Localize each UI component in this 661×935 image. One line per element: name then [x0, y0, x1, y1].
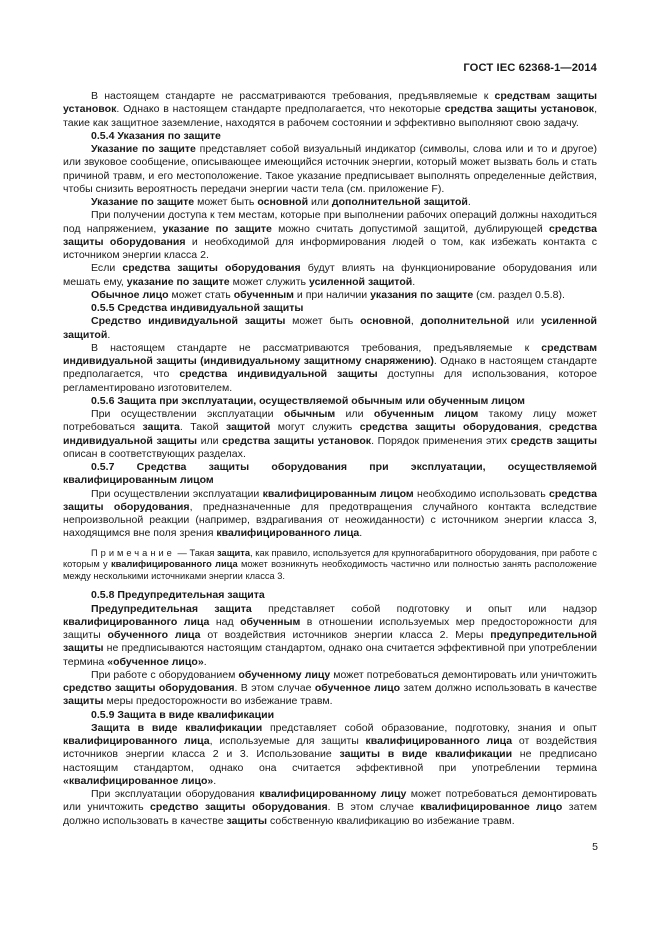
text-run: .: [213, 774, 217, 787]
text-run: от воздействия источников энергии класса 2 и 3. Использование: [63, 735, 598, 761]
text-run: может потребоваться демонтировать или уничтожить: [63, 788, 598, 814]
text-run: В настоящем стандарте не рассматриваются требования, предъявляемые к: [91, 90, 495, 102]
standard-header: ГОСТ IEC 62368-1—2014: [463, 62, 597, 74]
text-run: — Такая: [174, 547, 218, 558]
text-run: , такие как защитное заземление, находятся в рабочем состоянии и эффективно выполняют свою задачу.: [63, 103, 597, 129]
bold-term: средства защиты оборудования: [63, 222, 597, 248]
bold-term: квалифицированному лицу: [259, 788, 407, 801]
section-heading-0-5-9: [63, 709, 597, 722]
text-run: затем должно использовать в качестве: [400, 682, 598, 695]
text-run: описан в соответствующих разделах.: [63, 447, 246, 460]
bold-term: квалифицированного лица: [365, 735, 513, 748]
text-run: При осуществлении эксплуатации: [91, 408, 284, 420]
bold-term: дополнительной: [420, 315, 510, 328]
text-run: может быть: [194, 196, 258, 208]
bold-term: средства защиты установок: [222, 434, 372, 447]
text-run: . В этом случае: [327, 801, 421, 814]
text-run: над: [209, 615, 241, 628]
text-run: При осуществлении эксплуатации: [91, 487, 263, 500]
text-run: При эксплуатации оборудования: [91, 788, 260, 801]
text-run: или: [335, 408, 374, 420]
text-run: или: [197, 434, 223, 447]
bold-term: средствам индивидуальной защиты (индивидуальному защитному снаряжению): [63, 341, 597, 367]
text-run: может служить: [229, 275, 309, 288]
text-run: . В этом случае: [234, 682, 315, 695]
bold-term: защита: [142, 421, 180, 434]
paragraph-0-5-4-c: [63, 209, 597, 262]
text-run: ,: [410, 315, 421, 328]
bold-term: защита: [217, 547, 250, 558]
bold-term: Указание по защите: [91, 196, 195, 208]
bold-term: «обученное лицо»: [107, 655, 204, 668]
bold-term: средствам защиты установок: [63, 90, 597, 116]
bold-term: усиленной защитой: [63, 315, 597, 341]
bold-term: защиты: [226, 814, 268, 827]
text-run: может быть: [285, 315, 361, 328]
paragraph-0-5-4-e: [63, 289, 597, 302]
paragraph-0-5-4-d: [63, 262, 597, 289]
text-run: . Однако в настоящем стандарте предполагается, что: [63, 355, 597, 381]
bold-term: указания по защите: [370, 288, 474, 301]
paragraph-0-5-9-a: [63, 722, 597, 788]
bold-term: «квалифицированное лицо»: [63, 774, 214, 787]
bold-term: обученному лицу: [238, 668, 331, 681]
text-run: Если: [91, 262, 123, 275]
text-run: собственную квалификацию во избежание травм.: [267, 814, 515, 827]
text-run: представляет собой образование, подготовку, знания и опыт: [262, 721, 598, 734]
bold-term: усиленной защитой: [308, 275, 413, 288]
bold-term: основной: [360, 315, 411, 328]
section-heading-0-5-5: [63, 302, 597, 315]
text-run: . Порядок применения этих: [371, 434, 511, 447]
text-run: , используемые для защиты: [209, 735, 366, 748]
bold-term: квалифицированного лица: [63, 615, 210, 628]
text-run: необходимо использовать: [413, 487, 549, 500]
bold-term: средства индивидуальной защиты: [63, 421, 597, 447]
text-run: не предписываются настоящим стандартом, однако она считается эффективной при употреблении термина: [63, 642, 597, 668]
text-run: доступны для использования, которое регламентировано изготовителем.: [63, 368, 597, 394]
paragraph-0-5-5-b: [63, 342, 597, 395]
bold-term: квалифицированного лица: [216, 527, 360, 540]
document-body: [63, 90, 597, 828]
paragraph-0-5-8-b: [63, 669, 597, 709]
bold-term: средство защиты оборудования: [150, 801, 328, 814]
text-run: может возникнуть необходимость частично или полностью занять расположение между несколькими источниками энергии класса 3.: [63, 559, 597, 581]
text-run: . Такой: [179, 421, 226, 434]
section-heading-0-5-8: [63, 589, 597, 602]
bold-term: предупредительной защиты: [63, 629, 597, 655]
text-run: не предписано настоящим стандартом, однако она считается эффективной при употреблении термина: [63, 748, 597, 774]
bold-term: Указание по защите: [91, 143, 196, 155]
bold-term: обученным: [233, 288, 294, 301]
text-run: , предназначенные для предотвращения случайного контакта вследствие непроизвольной реакции (например, вздрагивания от неожиданности) с источником энергии класса 3, находящимся вне поля зрения: [63, 500, 597, 540]
note-label: Примечание: [91, 547, 175, 558]
bold-term: Обычное лицо: [91, 288, 169, 301]
text-run: затем должно использовать в качестве: [63, 801, 598, 827]
bold-term: указание по защите: [126, 275, 230, 288]
text-run: меры предосторожности во избежание травм.: [103, 695, 333, 708]
text-run: 0.5.5 Средства индивидуальной защиты: [91, 302, 304, 314]
bold-term: защитой: [226, 421, 271, 434]
text-run: .: [203, 655, 207, 668]
text-run: . Однако в настоящем стандарте предполагается, что некоторые: [116, 103, 445, 116]
paragraph-0-5-4-a: [63, 143, 597, 196]
text-run: ,: [538, 421, 549, 434]
bold-term: защиты в виде квалификации: [339, 748, 513, 761]
bold-term: обычным: [283, 408, 336, 420]
text-run: или: [509, 315, 541, 328]
bold-term: обученное лицо: [314, 682, 401, 695]
text-run: 0.5.4 Указания по защите: [91, 129, 221, 142]
text-run: В настоящем стандарте не рассматриваются требования, предъявляемые к: [91, 341, 542, 354]
section-heading-0-5-4: [63, 130, 597, 143]
text-run: может стать: [168, 288, 234, 301]
paragraph-0-5-8-a: [63, 603, 597, 669]
bold-term: указание по защите: [162, 222, 272, 235]
text-run: .: [412, 275, 416, 288]
text-run: могут служить: [270, 421, 360, 434]
text-run: .: [107, 328, 111, 341]
section-heading-0-5-6: [63, 395, 597, 408]
text-run: 0.5.7 Средства защиты оборудования при эксплуатации, осуществляемой квалифицированным лицом: [63, 461, 597, 487]
text-run: , как правило, используется для крупногабаритного оборудования, при работе с которым у: [63, 547, 597, 570]
paragraph-0-5-7: [63, 488, 597, 541]
text-run: и при наличии: [293, 288, 371, 301]
text-run: При работе с оборудованием: [91, 668, 239, 681]
text-run: .: [359, 527, 363, 540]
bold-term: средства защиты оборудования: [63, 487, 597, 513]
bold-term: Средство индивидуальной защиты: [91, 315, 286, 328]
note-paragraph: [63, 548, 597, 583]
bold-term: Предупредительная защита: [91, 602, 252, 615]
paragraph-0-5-4-b: [63, 196, 597, 209]
text-run: .: [467, 196, 471, 208]
text-run: и необходимой для информирования людей о том, как избежать контакта с источником энергии класса 2.: [63, 235, 597, 261]
bold-term: квалифицированное лицо: [420, 801, 563, 814]
text-run: представляет собой подготовку и опыт или надзор: [251, 602, 597, 615]
paragraph-0-5-9-b: [63, 788, 597, 828]
paragraph-0-5-5-a: [63, 315, 597, 342]
paragraph-0-5-6: [63, 408, 597, 461]
text-run: такому лицу может потребоваться: [63, 408, 597, 434]
text-run: будут влиять на функционирование оборудования или мешать ему,: [63, 262, 597, 288]
page-number: 5: [592, 841, 598, 853]
bold-term: квалифицированным лицом: [262, 487, 414, 500]
bold-term: средство защиты оборудования: [63, 682, 235, 695]
bold-term: основной: [257, 196, 309, 208]
bold-term: средства защиты оборудования: [359, 421, 539, 434]
intro-paragraph: [63, 90, 597, 130]
text-run: представляет собой визуальный индикатор (символы, слова или и то и другое) или звуковое сообщение, описывающее имеющийся источник энергии, который может вызвать боль и стать причиной травм, и его местоположение. Такое указание предписывает выполнять определенные действия, чтобы снизить вероятность передачи энергии части тела (см. приложение F).: [63, 143, 597, 195]
text-run: 0.5.9 Защита в виде квалификации: [91, 708, 275, 721]
section-heading-0-5-7: [63, 461, 597, 488]
bold-term: обученного лица: [107, 629, 201, 642]
text-run: При получении доступа к тем местам, которые при выполнении рабочих операций должны находиться под напряжением,: [63, 209, 597, 235]
bold-term: Защита в виде квалификации: [91, 721, 263, 734]
bold-term: средства защиты установок: [444, 103, 595, 116]
bold-term: средства защиты оборудования: [122, 262, 301, 275]
bold-term: средства индивидуальной защиты: [179, 368, 378, 381]
text-run: от воздействия источников энергии класса 2. Меры: [200, 629, 491, 642]
bold-term: обученным: [240, 615, 301, 628]
bold-term: квалифицированного лица: [63, 735, 210, 748]
bold-term: дополнительной защитой: [331, 196, 468, 208]
text-run: можно считать допустимой защитой, дублирующей: [271, 222, 550, 235]
bold-term: квалифицированного лица: [110, 559, 238, 570]
text-run: 0.5.6 Защита при эксплуатации, осуществляемой обычным или обученным лицом: [91, 394, 525, 407]
bold-term: средств защиты: [510, 434, 598, 447]
bold-term: защиты: [63, 695, 104, 708]
bold-term: обученным лицом: [373, 408, 479, 420]
text-run: может потребоваться демонтировать или уничтожить: [330, 668, 597, 681]
text-run: или: [308, 196, 332, 208]
text-run: в отношении используемых мер предосторожности для защиты: [63, 615, 597, 642]
text-run: 0.5.8 Предупредительная защита: [91, 589, 265, 602]
text-run: (см. раздел 0.5.8).: [473, 288, 565, 301]
